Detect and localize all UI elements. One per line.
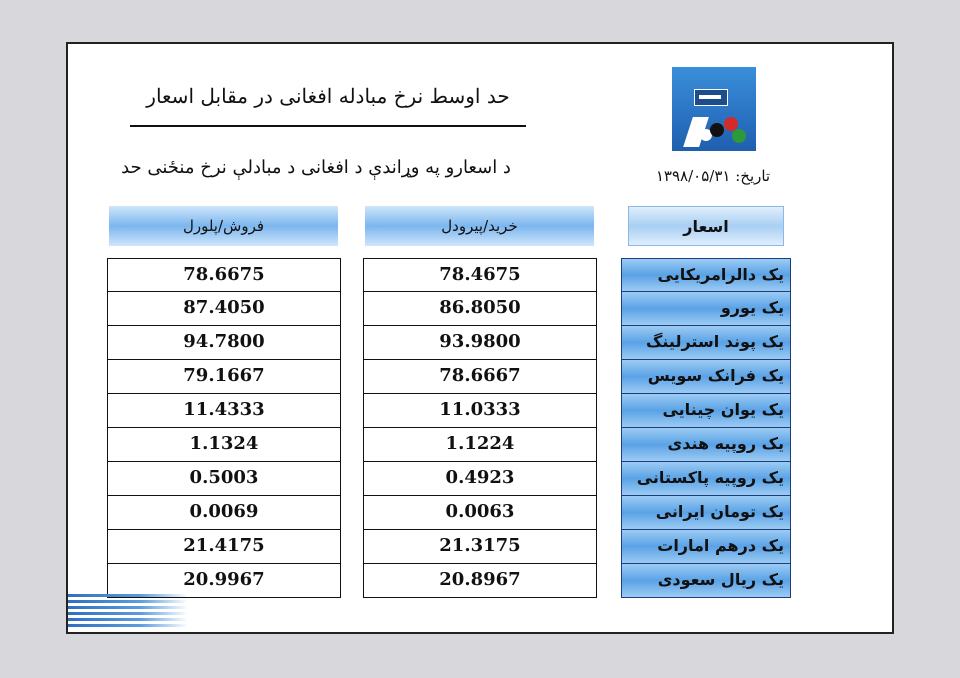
currency-name: یک فرانک سویس (621, 360, 791, 394)
sell-cell: 0.0069 (107, 496, 341, 530)
sell-cell: 79.1667 (107, 360, 341, 394)
title-dari: حد اوسط نرخ مبادله افغانی در مقابل اسعار (146, 84, 510, 108)
buy-cell: 93.9800 (363, 326, 597, 360)
buy-cell: 11.0333 (363, 394, 597, 428)
stripe (68, 618, 188, 621)
stripe (68, 606, 188, 609)
currency-name: یک درهم امارات (621, 530, 791, 564)
currency-name: یک یوان چینایی (621, 394, 791, 428)
header-buy: خرید/پیرودل (365, 206, 594, 246)
currency-name: یک تومان ایرانی (621, 496, 791, 530)
currency-name: یک پوند استرلینگ (621, 326, 791, 360)
currency-name: یک روپیه هندی (621, 428, 791, 462)
buy-column (363, 258, 597, 598)
currency-name: یک روپیه پاکستانی (621, 462, 791, 496)
currency-name: یک یورو (621, 292, 791, 326)
currency-column (621, 258, 791, 598)
title-pashto: د اسعارو په وړاندې د افغانی د مبادلې نرخ منځنی حد (121, 157, 511, 178)
sell-cell: 21.4175 (107, 530, 341, 564)
buy-cell: 78.6667 (363, 360, 597, 394)
buy-cell: 21.3175 (363, 530, 597, 564)
decorative-stripes (68, 594, 188, 630)
sell-cell: 94.7800 (107, 326, 341, 360)
title-underline (130, 125, 526, 127)
buy-cell: 1.1224 (363, 428, 597, 462)
currency-name: یک ریال سعودی (621, 564, 791, 598)
buy-cell: 78.4675 (363, 258, 597, 292)
sell-cell: 20.9967 (107, 564, 341, 598)
card-shape (694, 89, 728, 106)
sell-column (107, 258, 341, 598)
sell-cell: 11.4333 (107, 394, 341, 428)
buy-cell: 86.8050 (363, 292, 597, 326)
sell-cell: 0.5003 (107, 462, 341, 496)
buy-cell: 20.8967 (363, 564, 597, 598)
sell-cell: 78.6675 (107, 258, 341, 292)
logo-dot-green (732, 129, 746, 143)
date-label: تاریخ: ۱۳۹۸/۰۵/۳۱ (655, 167, 771, 185)
header-sell: فروش/پلورل (109, 206, 338, 246)
sell-cell: 87.4050 (107, 292, 341, 326)
stripe (68, 600, 188, 603)
buy-cell: 0.0063 (363, 496, 597, 530)
stripe (68, 594, 188, 597)
logo-dot-black (710, 123, 724, 137)
stripe (68, 624, 188, 627)
header-currency: اسعار (628, 206, 784, 246)
sell-cell: 1.1324 (107, 428, 341, 462)
stripe (68, 612, 188, 615)
currency-name: یک دالرامریکایی (621, 258, 791, 292)
buy-cell: 0.4923 (363, 462, 597, 496)
bank-logo-icon (672, 67, 756, 151)
